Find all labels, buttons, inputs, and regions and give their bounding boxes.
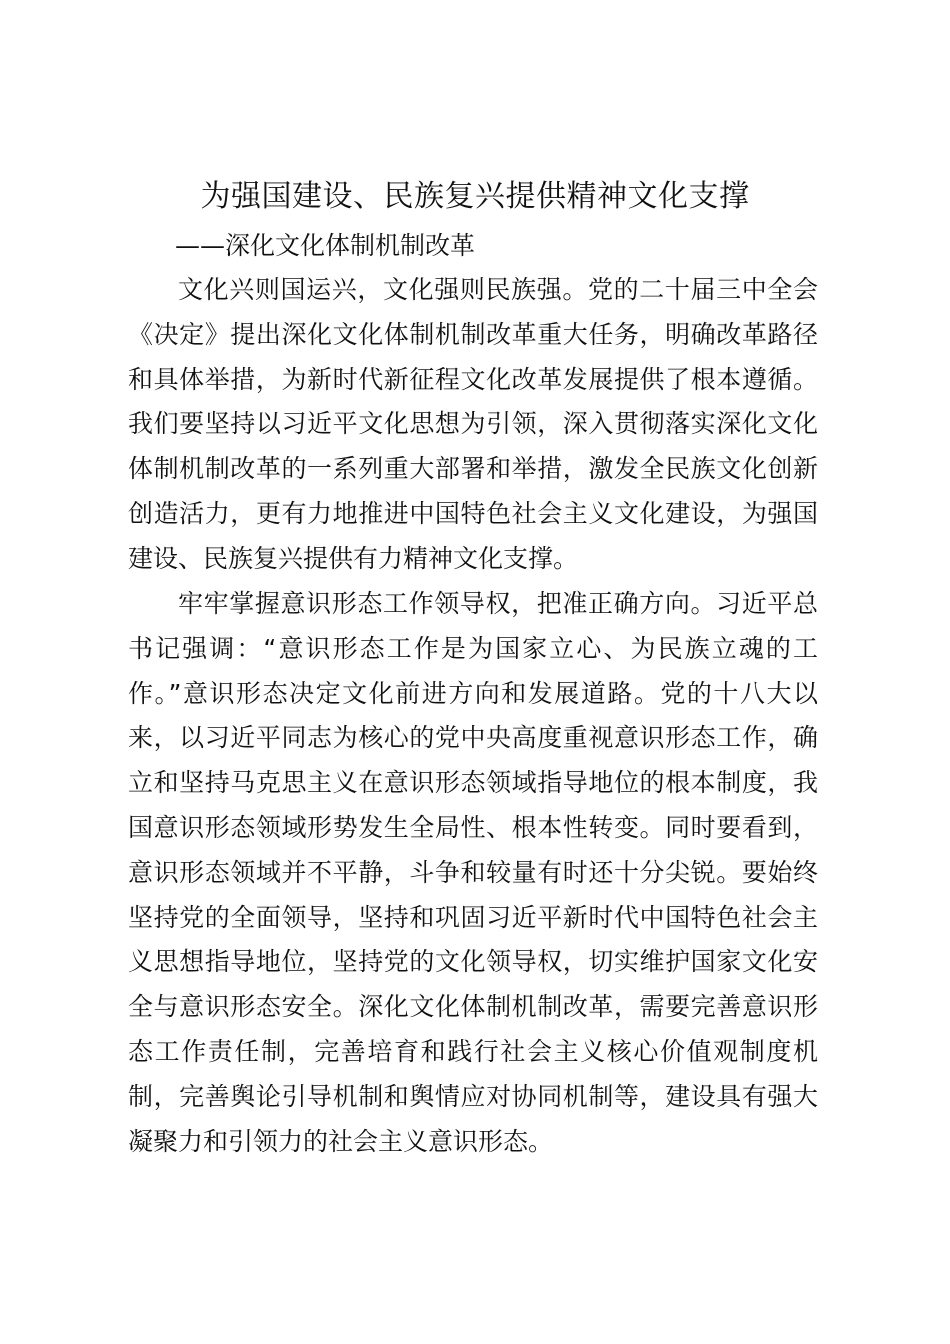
body-paragraph: 文化兴则国运兴，文化强则民族强。党的二十届三中全会《决定》提出深化文化体制机制改革重大任务，明确改革路径和具体举措，为新时代新征程文化改革发展提供了根本遵循。我们要坚持以习近平文化思想为引领，深入贯彻落实深化文化体制机制改革的一系列重大部署和举措，激发全民族文化创新创造活力，更有力地推进中国特色社会主义文化建设，为强国建设、民族复兴提供有力精神文化支撑。 <box>128 275 818 573</box>
document-subtitle: ——深化文化体制机制改革 <box>175 231 476 260</box>
document-title: 为强国建设、民族复兴提供精神文化支撑 <box>200 179 750 214</box>
body-paragraph: 牢牢掌握意识形态工作领导权，把准正确方向。习近平总书记强调：“意识形态工作是为国家立心、为民族立魂的工作。”意识形态决定文化前进方向和发展道路。党的十八大以来，以习近平同志为核心的党中央高度重视意识形态工作，确立和坚持马克思主义在意识形态领域指导地位的根本制度，我国意识形态领域形势发生全局性、根本性转变。同时要看到，意识形态领域并不平静，斗争和较量有时还十分尖锐。要始终坚持党的全面领导，坚持和巩固习近平新时代中国特色社会主义思想指导地位，坚持党的文化领导权，切实维护国家文化安全与意识形态安全。深化文化体制机制改革，需要完善意识形态工作责任制，完善培育和践行社会主义核心价值观制度机制，完善舆论引导机制和舆情应对协同机制等，建设具有强大凝聚力和引领力的社会主义意识形态。 <box>128 589 818 1156</box>
